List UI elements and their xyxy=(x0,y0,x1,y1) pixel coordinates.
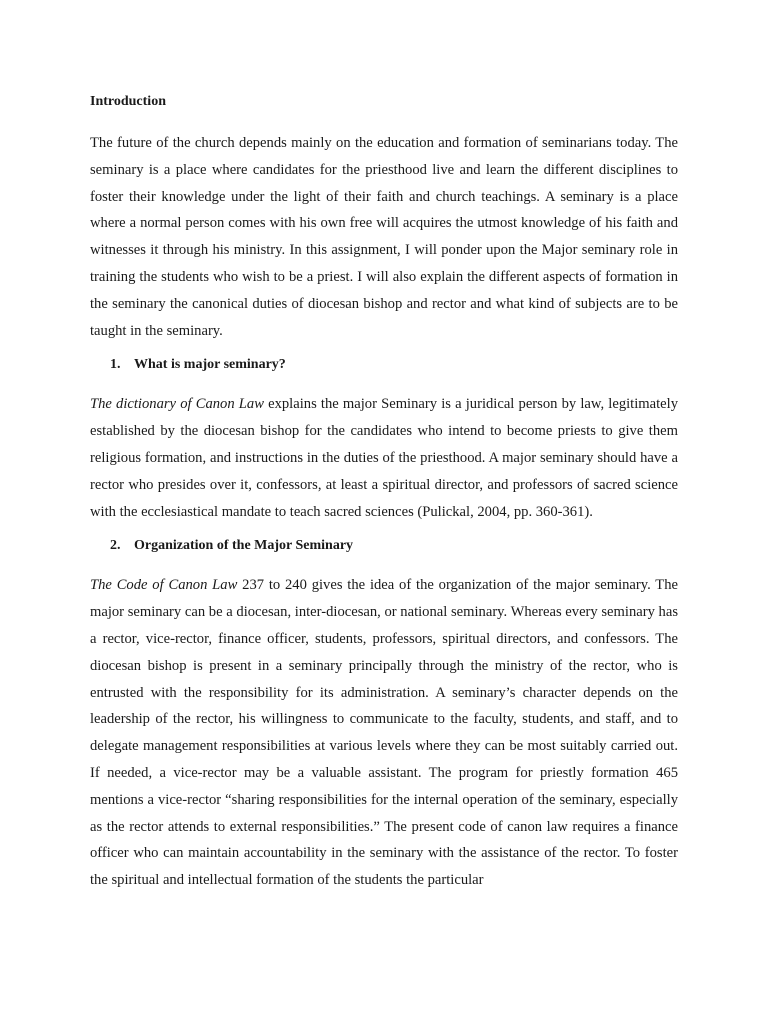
section-2-text: 237 to 240 gives the idea of the organization of the major seminary. The major seminary can be a diocesan, inter-diocesan, or national seminary. Whereas every seminary has a rector, vice-rector, finance officer, students, professors, spiritual directors, and confessors. The diocesan bishop is present in a seminary principally through the ministry of the rector, who is entrusted with the responsibility for its administration. A seminary’s character depends on the leadership of the rector, his willingness to communicate to the faculty, students, and staff, and to delegate management responsibilities at various levels where they can be most suitably carried out. If needed, a vice-rector may be a valuable assistant. The program for priestly formation 465 mentions a vice-rector “sharing responsibilities for the internal operation of the seminary, especially as the rector attends to external responsibilities.” The present code of canon law requires a finance officer who can maintain accountability in the seminary with the assistance of the rector. To foster the spiritual and intellectual formation of the students the particular xyxy=(90,577,678,889)
intro-heading: Introduction xyxy=(90,94,166,109)
section-1-title: What is major seminary? xyxy=(134,357,286,373)
section-2-number: 2. xyxy=(110,538,121,554)
section-2-citation-title: The Code of Canon Law xyxy=(90,577,238,594)
section-2-paragraph xyxy=(90,572,678,894)
section-1-heading xyxy=(90,355,678,375)
section-1-text: explains the major Seminary is a juridical person by law, legitimately established by the diocesan bishop for the candidates who intend to become priests to give them religious formation, and instructions in the duties of the priesthood. A major seminary should have a rector who presides over it, confessors, at least a spiritual director, and professors of sacred science with the ecclesiastical mandate to teach sacred sciences (Pulickal, 2004, pp. 360-361). xyxy=(90,396,678,520)
section-2-title: Organization of the Major Seminary xyxy=(134,538,354,554)
section-1-citation-title: The dictionary of Canon Law xyxy=(90,396,264,413)
section-2-heading xyxy=(90,536,678,556)
section-1-paragraph xyxy=(90,391,678,525)
intro-paragraph: The future of the church depends mainly on the education and formation of seminarians today. The seminary is a place where candidates for the priesthood live and learn the different disciplines to foster their knowledge under the light of their faith and church teachings. A seminary is a place where a normal person comes with his own free will acquires the utmost knowledge of his faith and witnesses it through his ministry. In this assignment, I will ponder upon the Major seminary role in training the students who wish to be a priest. I will also explain the different aspects of formation in the seminary the canonical duties of diocesan bishop and rector and what kind of subjects are to be taught in the seminary. xyxy=(90,135,678,339)
section-1-number: 1. xyxy=(110,357,121,373)
